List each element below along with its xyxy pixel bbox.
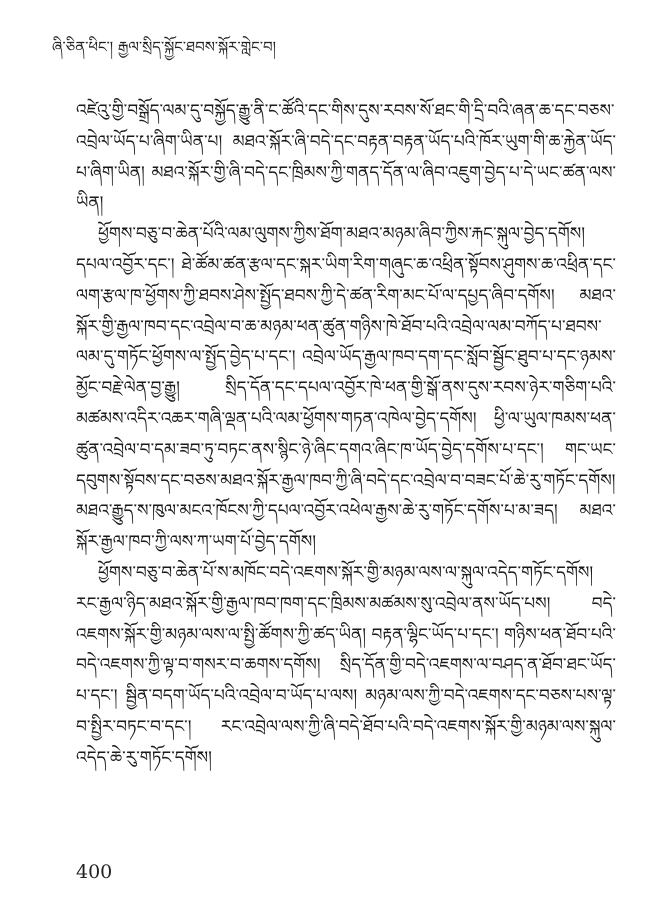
paragraph-1: འཛེའུ་གྱི་བསྒྲོད་ལམ་དུ་བསྐྱོད་རྒྱུ་ནི་ང་ཚོའི་དང་གིས་དུས་རབས་སོ་ཐང་གི་དྲི་བའི་ཞན་ཆ་དང་བཅས་འབྲེལ་ཡོད་པ་ཞིག་ཡིན་པ། མཐའ་སྐོར་ཞི་བདེ་དང་བརྟན་བརྟན་ཡོད་པའི་ཁོར་ཡུག་གི་ཆ་རྐྱེན་ཡོད་པ་ཞིག་ཡིན། མཐའ་སྐོར་གྱི་ཞི་བདེ་དང་ཁྲིམས་ཀྱི་གནད་དོན་ལ་ཞིབ་འཇུག་བྱེད་པ་དེ་ཡང་ཚན་ལས་ཡིན།	[76, 101, 616, 214]
running-head: ཞི་ཅིན་ཕིང་། རྒྱལ་སྲིད་སྐྱོང་ཐབས་སྐོར་གླེང་བ།	[52, 38, 276, 56]
paragraph-3: ཕྱོགས་བཅུ་བ་ཆེན་པོ་ས་མཁོང་བདེ་འཇགས་སྐོར་གྱི་མཉམ་ལས་ལ་སྐུལ་འདེད་གཏོང་དགོས། རང་རྒྱལ་ཉིད་མཐའ་སྐོར་གྱི་རྒྱལ་ཁབ་ཁག་དང་ཁྲིམས་མཚམས་སུ་འབྲེལ་ནས་ཡོད་པས། བདེ་འཇགས་སྐོར་གྱི་མཉམ་ལས་ལ་སྤྱི་ཚོགས་ཀྱི་ཚད་ཡིན། བརྟན་ལྷིང་ཡོད་པ་དང་། གཉིས་ཕན་ཐོབ་པའི་བདེ་འཇགས་ཀྱི་ལྟ་བ་གསར་བ་ཆགས་དགོས། སྲིད་དོན་གྱི་བདེ་འཇགས་ལ་བཤད་ན་ཐོབ་ཐང་ཡོད་པ་དང་། སྦྱིན་བདག་ཡོད་པའི་འབྲེལ་བ་ཡོད་པ་ལས། མཉམ་ལས་ཀྱི་བདེ་འཇགས་དང་བཅས་པས་ལྟ་བ་སྤྱིར་བཏང་བ་དང་། རང་འབྲེལ་ལས་ཀྱི་ཞི་བདེ་ཐོབ་པའི་བདེ་འཇགས་སྐོར་གྱི་མཉམ་ལས་སྐུལ་འདེད་ཆེ་རུ་གཏོང་དགོས།	[76, 562, 616, 768]
paragraph-2: ཕྱོགས་བཅུ་བ་ཆེན་པོའི་ལམ་ལུགས་ཀྱིས་ཐོག་མཐའ་མཉམ་ཞིབ་ཀྱིས་རྐང་སྐུལ་བྱེད་དགོས། དཔལ་འབྱོར་དང་། ཐེ་ཚོམ་ཚན་རྩལ་དང་སྐར་ཡིག་རིག་གཞུང་ཆ་འཕྲིན་སྟོབས་ཤུགས་ཆ་འཕྲིན་དང་ལག་རྩལ་ཁ་ཕྱོགས་ཀྱི་ཐབས་ཤེས་སྤྱོད་ཐབས་ཀྱི་དེ་ཚན་རིག་མང་པོ་ལ་དཔྱད་ཞིབ་དགོས། མཐའ་སྐོར་གྱི་རྒྱལ་ཁབ་དང་འབྲེལ་བ་ཆ་མཉམ་ཕན་ཚུན་གཉིས་ཁེ་ཐོབ་པའི་འབྲེལ་ལམ་བཀོད་པ་ཐབས་ལམ་དུ་གཏོང་ཕྱོགས་ལ་སྤྱོད་བྱེད་པ་དང་། འབྲེལ་ཡོད་རྒྱལ་ཁབ་དག་དང་སློབ་སྦྱོང་ཐུབ་པ་དང་ཉམས་མྱོང་བརྗེ་ལེན་བྱ་རྒྱུ། སྲིད་དོན་དང་དཔལ་འབྱོར་ཁེ་ཕན་གྱི་སྒོ་ནས་དུས་རབས་ཉེར་གཅིག་པའི་མཚམས་འདིར་འཆར་གཞི་ལྡན་པའི་ལམ་ཕྱོགས་གཏན་འཁེལ་བྱེད་དགོས། ཕྱི་ལ་ཡུལ་ཁམས་ཕན་ཚུན་འབྲེལ་བ་དམ་ཟབ་ཏུ་བཏང་ནས་སྙིང་ཉེ་ཞིང་དགའ་ཞིང་ཁ་ཡོད་བྱེད་དགོས་པ་དང་། གང་ཡང་དབུགས་སྟོབས་དང་བཅས་མཐའ་སྐོར་རྒྱལ་ཁབ་ཀྱི་ཞི་བདེ་དང་འབྲེལ་བ་བཟང་པོ་ཆེ་རུ་གཏོང་དགོས། མཐའ་རྒྱུད་ས་ཁུལ་མངའ་ཁོངས་ཀྱི་དཔལ་འབྱོར་འཕེལ་རྒྱས་ཆེ་རུ་གཏོང་དགོས་པ་མ་ཟད། མཐའ་སྐོར་རྒྱལ་ཁབ་ཀྱི་ལས་ཀ་ཡག་པོ་བྱེད་དགོས།	[76, 224, 616, 553]
body-text	[76, 96, 616, 774]
page-number: 400	[76, 861, 113, 883]
